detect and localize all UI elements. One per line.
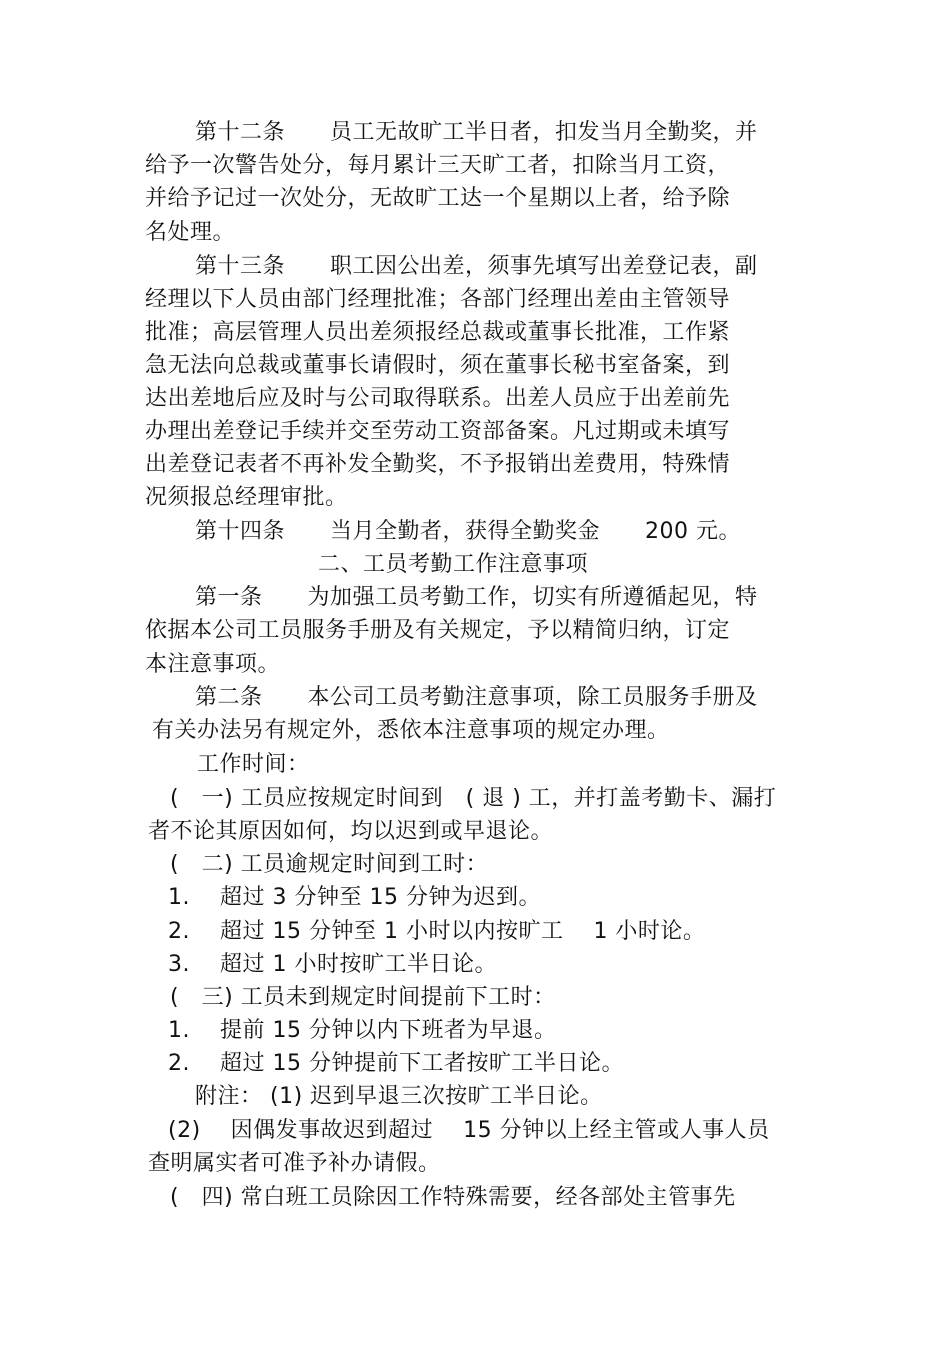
text-line: 1. 提前 15 分钟以内下班者为早退。 — [168, 1018, 557, 1043]
text-line: (2) 因偶发事故迟到超过 15 分钟以上经主管或人事人员 — [168, 1118, 770, 1143]
text-line: 2. 超过 15 分钟提前下工者按旷工半日论。 — [168, 1051, 624, 1076]
text-line: ( 四) 常白班工员除因工作特殊需要，经各部处主管事先 — [170, 1185, 736, 1210]
text-line: ( 一) 工员应按规定时间到 ( 退 ) 工，并打盖考勤卡、漏打 — [170, 786, 777, 811]
text-line: 达出差地后应及时与公司取得联系。出差人员应于出差前先 — [145, 386, 731, 411]
text-line: 第十四条 当月全勤者，获得全勤奖金 200 元。 — [195, 519, 741, 544]
text-line: 第十三条 职工因公出差，须事先填写出差登记表，副 — [195, 254, 758, 279]
text-line: 工作时间： — [197, 752, 310, 777]
text-line: 并给予记过一次处分，无故旷工达一个星期以上者，给予除 — [145, 186, 731, 211]
text-line: 况须报总经理审批。 — [145, 485, 348, 510]
text-line: ( 三) 工员未到规定时间提前下工时： — [170, 985, 556, 1010]
text-line: 经理以下人员由部门经理批准；各部门经理出差由主管领导 — [145, 287, 731, 312]
text-line: 本注意事项。 — [145, 652, 281, 677]
text-line: 出差登记表者不再补发全勤奖，不予报销出差费用，特殊情 — [145, 452, 731, 477]
text-line: 依据本公司工员服务手册及有关规定，予以精简归纳，订定 — [145, 618, 731, 643]
text-line: 者不论其原因如何，均以迟到或早退论。 — [148, 819, 554, 844]
text-line: ( 二) 工员逾规定时间到工时： — [170, 852, 489, 877]
text-line: 给予一次警告处分，每月累计三天旷工者，扣除当月工资， — [145, 153, 731, 178]
text-line: 有关办法另有规定外，悉依本注意事项的规定办理。 — [152, 718, 670, 743]
text-line: 名处理。 — [145, 220, 236, 245]
text-line: 附注： (1) 迟到早退三次按旷工半日论。 — [195, 1084, 603, 1109]
section-heading: 二、工员考勤工作注意事项 — [318, 552, 589, 577]
text-line: 2. 超过 15 分钟至 1 小时以内按旷工 1 小时论。 — [168, 919, 706, 944]
text-line: 第一条 为加强工员考勤工作，切实有所遵循起见，特 — [195, 585, 758, 610]
text-line: 1. 超过 3 分钟至 15 分钟为迟到。 — [168, 885, 541, 910]
text-line: 急无法向总裁或董事长请假时，须在董事长秘书室备案，到 — [145, 353, 731, 378]
text-line: 查明属实者可准予补办请假。 — [148, 1151, 441, 1176]
text-line: 批准；高层管理人员出差须报经总裁或董事长批准，工作紧 — [145, 320, 731, 345]
text-line: 3. 超过 1 小时按旷工半日论。 — [168, 952, 497, 977]
text-line: 第二条 本公司工员考勤注意事项，除工员服务手册及 — [195, 685, 758, 710]
text-line: 第十二条 员工无故旷工半日者，扣发当月全勤奖，并 — [195, 120, 758, 145]
text-line: 办理出差登记手续并交至劳动工资部备案。凡过期或未填写 — [145, 419, 731, 444]
